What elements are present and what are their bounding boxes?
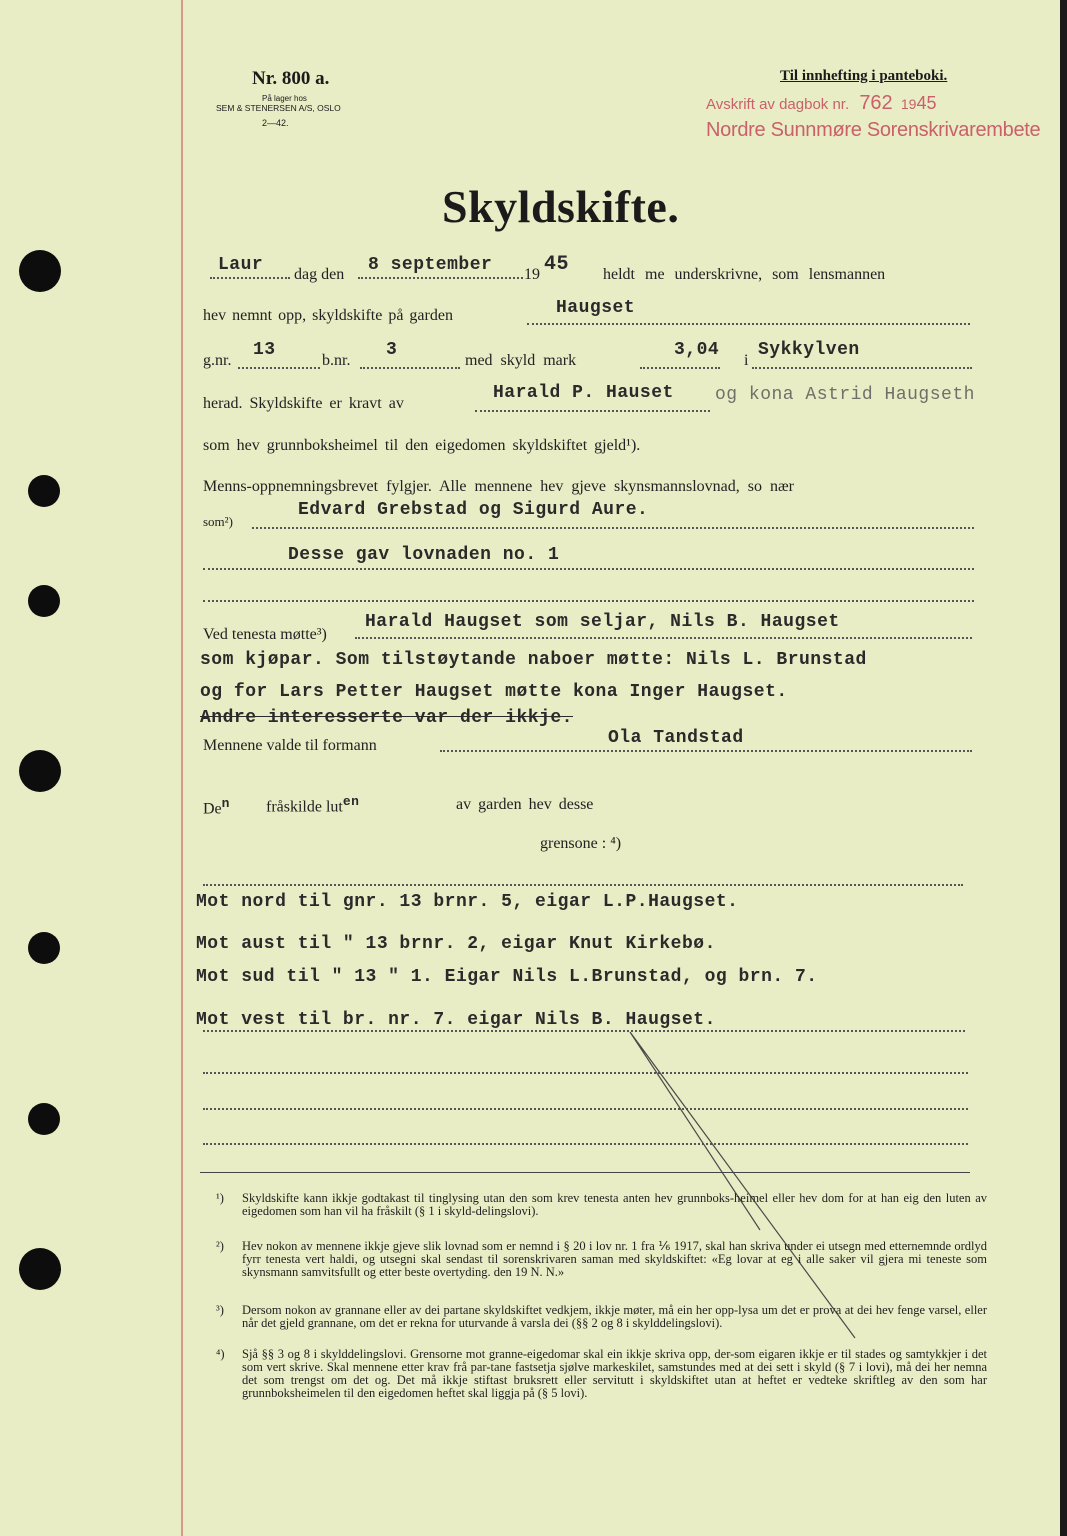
gnr-value: 13 [253, 340, 276, 360]
fill-line [440, 750, 972, 752]
border-line: Mot aust til " 13 brnr. 2, eigar Knut Kirkebø. [196, 934, 716, 954]
form-note: Til innhefting i panteboki. [780, 68, 948, 84]
fill-line [355, 637, 972, 639]
label-skyld: med skyld mark [465, 352, 577, 369]
label-som: som²) [203, 514, 233, 529]
label-dag-den: dag den [294, 266, 345, 283]
men-value: Edvard Grebstad og Sigurd Aure. [298, 500, 649, 520]
fill-line [475, 410, 710, 412]
fill-line [752, 367, 972, 369]
fill-line [640, 367, 720, 369]
formann-value: Ola Tandstad [608, 728, 744, 748]
label-fraskilde: fråskilde lut$^{en}$ [266, 794, 360, 816]
cancel-stroke [600, 1020, 880, 1350]
skyld-value: 3,04 [674, 340, 720, 360]
border-line: Mot nord til gnr. 13 brnr. 5, eigar L.P.Haugset. [196, 892, 739, 912]
fill-line [203, 884, 963, 886]
stamp-office: Nordre Sunnmøre Sorenskrivarembete [706, 119, 1041, 141]
met-line: og for Lars Petter Haugset møtte kona Inger Haugset. [200, 682, 788, 702]
stamp-dagbok-number: 762 [859, 92, 893, 114]
page-title: Skyldskifte. [442, 181, 680, 232]
lovnad-value: Desse gav lovnaden no. 1 [288, 545, 560, 565]
punch-hole [19, 250, 61, 292]
fill-line [203, 600, 974, 602]
label-hev-nemnt: hev nemnt opp, skyldskifte på garden [203, 307, 453, 324]
fill-line [358, 277, 523, 279]
label-bnr: b.nr. [322, 352, 351, 369]
label-de: De$^n$ [203, 796, 230, 818]
bnr-value: 3 [386, 340, 398, 360]
label-menns: Menns-oppnemningsbrevet fylgjer. Alle mennene hev gjeve skynsmannslovnad, so nær [203, 478, 795, 495]
year-value: 45 [544, 253, 570, 276]
label-ved-tenesta: Ved tenesta møtte³) [203, 626, 327, 643]
punch-hole [28, 475, 60, 507]
punch-hole [28, 932, 60, 964]
date-value: 8 september [368, 255, 493, 275]
document-page: Nr. 800 a. På lager hos SEM & STENERSEN A/S, OSLO 2—42. Til innhefting i panteboki. Avskrift av dagbok nr. 762 1945 Nordre Sunnmøre Sorenskrivarembete Skyldskifte. Laur dag den 8 september 19 45 heldt me underskrivne, som lensmannen hev nemnt opp, skyldskifte på garden Haugset g.nr. 13 b.nr. 3 med skyld mark 3,04 i Sykkylven herad. Skyldskifte er kravt av Harald P. Hauset og kona Astrid Haugseth som hev grunnboksheimel til den eigedomen skyldskiftet gjeld¹). Menns-oppnemningsbrevet fylgjer. Alle mennene hev gjeve skynsmannslovnad, so nær som²) Edvard Grebstad og Sigurd Aure. Desse gav lovnaden no. 1 Ved tenesta møtte³) Harald Haugset som seljar, Nils B. Haugset som kjøpar. Som tilstøytande naboer møtte: Nils L. Brunstad og for Lars Petter Haugset møtte kona Inger Haugset. Andre interesserte var der ikkje. Mennene valde til formann Ola Tandstad De$^n$ fråskilde lut$^{en}$ av garden hev desse grensone : ⁴) Mot nord til gnr. 13 brnr. 5, eigar L.P.Haugset. Mot aust til " 13 brnr. 2, eigar Knut Kirkebø. Mot sud til " 13 " 1. Eigar Nils L.Brunstad, og brn. 7. Mot vest til br. nr. 7. eigar Nils B. Haugset. ¹) Skyldskifte kann ikkje godtakast til tinglysing utan den som krev tenesta anten hev grunnboks-heimel eller hev dom for at han eig den luten av eigedomen som han vil ha fråskilt (§ 1 i skyld-delingslovi). ²) Hev nokon av mennene ikkje gjeve slik lovnad som er nemnd i § 20 i lov nr. 1 fra ⅙ 1917, skal han skriva under ei utsegn med etternemnde ordlyd fyrr tenesta vert haldi, og utsegni skal sendast til sorenskrivaren saman med skyldskiftet: «Eg lovar at eg i alle saker vil gjera mi teneste som skynsmann samvitsfullt og etter beste overtyding. den 19 N. N.» ³) Dersom nokon av grannane eller av dei partane skyldskiftet vedkjem, ikkje møter, må ein her opp-lysa um det er prova at dei hev fenge varsel, eller når det gjeld grannane, om det er rekna for uturvande å varsla dei (§§ 2 og 8 i skylddelingslovi). ⁴) Sjå §§ 3 og 8 i skylddelingslovi. Grensorne mot granne-eigedomar skal ein ikkje skriva opp, der-som eigaren ikkje er til stades og samtykkjer i det som vert skrive. Skal mennene etter krav frå par-tane fastsetja sjølve markeskilet, samstundes med at dei sett i skyld (§ 7 i lovi), må dei her nemna det som trengst om det og. Det må ikkje stiftast bruksrett eller servitutt i skyldskiftet utan at heftet er vedteke skriftleg av den som har grunnboksheimelen til den eigedomen heftet skal liggja på (§ 5 lovi). [0, 0, 1060, 1536]
punch-hole [28, 585, 60, 617]
met-line: Harald Haugset som seljar, Nils B. Haugset [365, 612, 840, 632]
printer-line: På lager hos [262, 94, 307, 103]
fill-line [210, 277, 290, 279]
label-grensone: grensone : ⁴) [540, 835, 622, 852]
stamp-line: Avskrift av dagbok nr. 762 1945 [706, 92, 937, 114]
footnote-rule [200, 1172, 970, 1173]
fill-line [203, 568, 974, 570]
label-formann: Mennene valde til formann [203, 737, 377, 754]
label-i: i [744, 352, 749, 369]
fill-line [360, 367, 460, 369]
met-line: som kjøpar. Som tilstøytande naboer møtte: Nils L. Brunstad [200, 650, 867, 670]
fill-line [238, 367, 320, 369]
day-name: Laur [218, 255, 264, 275]
fill-line [252, 527, 974, 529]
requested-by-extra: og kona Astrid Haugseth [715, 385, 975, 405]
farm-name: Haugset [556, 298, 636, 318]
label-av-garden: av garden hev desse [456, 796, 594, 813]
label-year: 19 [524, 266, 540, 283]
label-grunnbok: som hev grunnboksheimel til den eigedomen skyldskiftet gjeld¹). [203, 437, 641, 454]
fill-line [527, 323, 970, 325]
label-gnr: g.nr. [203, 352, 232, 369]
met-line: Andre interesserte var der ikkje. [200, 708, 573, 728]
printer-line: 2—42. [262, 118, 289, 128]
punch-hole [28, 1103, 60, 1135]
label-heldt: heldt me underskrivne, som lensmannen [603, 266, 886, 283]
border-line: Mot sud til " 13 " 1. Eigar Nils L.Brunstad, og brn. 7. [196, 967, 818, 987]
label-herad: herad. Skyldskifte er kravt av [203, 395, 404, 412]
printer-line: SEM & STENERSEN A/S, OSLO [216, 103, 341, 113]
requested-by: Harald P. Hauset [493, 383, 674, 403]
municipality-value: Sykkylven [758, 340, 860, 360]
border-line: Mot vest til br. nr. 7. eigar Nils B. Haugset. [196, 1010, 716, 1030]
margin-line [181, 0, 183, 1536]
form-number: Nr. 800 a. [252, 68, 330, 89]
punch-hole [19, 1248, 61, 1290]
punch-hole [19, 750, 61, 792]
